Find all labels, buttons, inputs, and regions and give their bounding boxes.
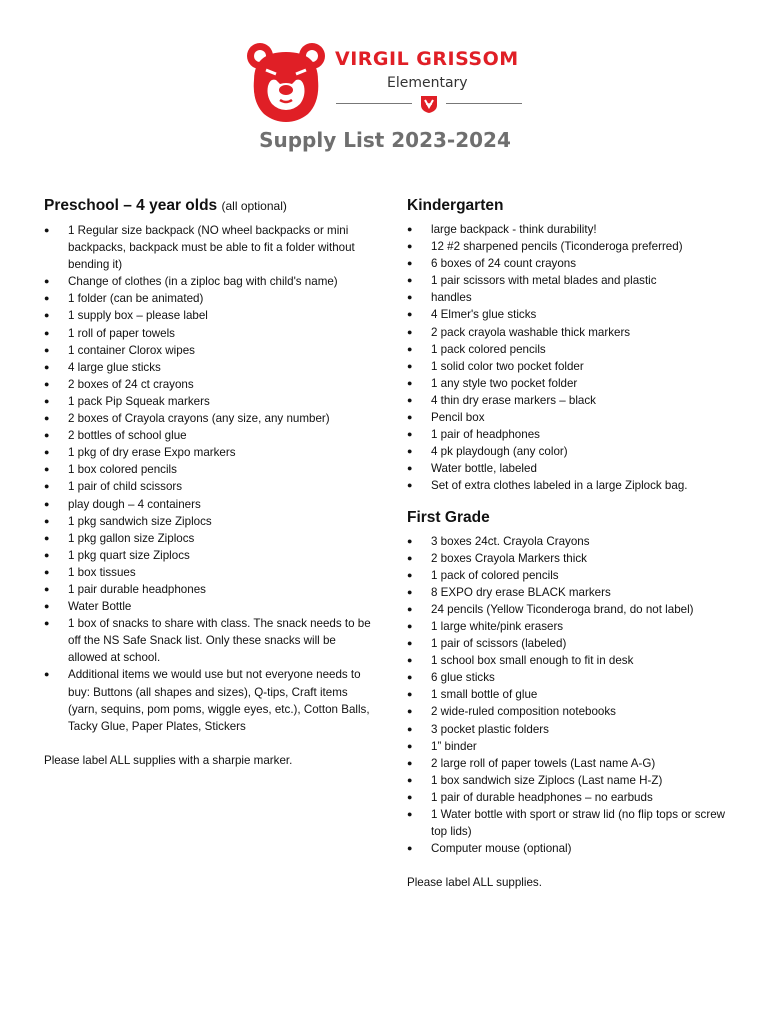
list-item-text: 1 pair durable headphones	[68, 582, 206, 596]
bullet-icon: ●	[44, 276, 50, 287]
list-item-text: 1 pair scissors with metal blades and plastic	[431, 274, 657, 288]
preschool-item	[44, 564, 374, 581]
bullet-icon: ●	[407, 774, 413, 785]
bullet-icon: ●	[44, 430, 50, 441]
list-item-text: 2 large roll of paper towels (Last name A-G)	[431, 756, 656, 770]
first-grade-item	[407, 635, 737, 652]
first-grade-item	[407, 721, 737, 738]
bullet-icon: ●	[44, 532, 50, 543]
list-item-text: 1 box of snacks to share with class. The snack needs to be off the NS Safe Snack list. Only these snacks will be allowed at school.	[68, 617, 371, 665]
bullet-icon: ●	[407, 224, 413, 234]
bullet-icon: ●	[44, 566, 50, 577]
bullet-icon: ●	[407, 706, 413, 717]
list-item-text: Set of extra clothes labeled in a large Ziplock bag.	[431, 479, 688, 493]
preschool-item	[44, 376, 374, 393]
kindergarten-list	[407, 221, 737, 495]
first-grade-item	[407, 584, 737, 601]
page-title: Supply List 2023-2024	[259, 128, 511, 152]
bullet-icon: ●	[44, 447, 50, 458]
list-item-text: 1 solid color two pocket folder	[431, 359, 584, 373]
first-grade-item	[407, 806, 737, 840]
bullet-icon: ●	[44, 669, 50, 680]
bullet-icon: ●	[44, 225, 50, 235]
list-item-text: 1 pack Pip Squeak markers	[68, 394, 210, 408]
first-grade-item	[407, 618, 737, 635]
bullet-icon: ●	[407, 429, 413, 440]
list-item-text: 4 thin dry erase markers – black	[431, 393, 596, 407]
first-grade-item	[407, 652, 737, 669]
bullet-icon: ●	[407, 292, 413, 303]
list-item-text: Pencil box	[431, 411, 485, 425]
right-column	[407, 196, 737, 891]
preschool-item	[44, 359, 374, 376]
list-item-text: 6 boxes of 24 count crayons	[431, 257, 577, 271]
first-grade-item	[407, 840, 737, 857]
first-grade-item	[407, 703, 737, 720]
list-item-text: 1 pkg sandwich size Ziplocs	[68, 514, 212, 528]
first-grade-item	[407, 533, 737, 550]
kindergarten-item	[407, 477, 737, 494]
school-logo	[244, 40, 328, 124]
bullet-icon: ●	[44, 378, 50, 389]
list-item-text: 1 pack colored pencils	[431, 342, 546, 356]
list-item-text: Computer mouse (optional)	[431, 842, 572, 856]
list-item-text: Water Bottle	[68, 600, 132, 614]
list-item-text: 1 school box small enough to fit in desk	[431, 654, 634, 668]
preschool-item	[44, 290, 374, 307]
list-item-text: 1 container Clorox wipes	[68, 343, 195, 357]
first-grade-item	[407, 567, 737, 584]
list-item-text: 1 folder (can be animated)	[68, 292, 204, 306]
bear-mascot-logo	[244, 40, 328, 124]
first-grade-heading: First Grade	[407, 508, 490, 526]
list-item-text: 1 pack of colored pencils	[431, 568, 559, 582]
bullet-icon: ●	[407, 672, 413, 683]
divider-left	[336, 103, 412, 104]
list-item-text: 1 roll of paper towels	[68, 326, 175, 340]
list-item-text: 1 box sandwich size Ziplocs (Last name H-Z)	[431, 773, 663, 787]
bullet-icon: ●	[44, 498, 50, 509]
kindergarten-heading: Kindergarten	[407, 197, 504, 214]
preschool-item	[44, 547, 374, 564]
bullet-icon: ●	[44, 464, 50, 475]
first-grade-item	[407, 601, 737, 618]
kindergarten-item	[407, 460, 737, 477]
preschool-heading-text: Preschool – 4 year olds	[44, 197, 218, 214]
bullet-icon: ●	[407, 655, 413, 666]
kindergarten-item	[407, 358, 737, 375]
list-item-text: large backpack - think durability!	[431, 223, 597, 236]
preschool-item	[44, 222, 374, 273]
bullet-icon: ●	[407, 740, 413, 751]
bullet-icon: ●	[407, 535, 413, 546]
list-item-text: 2 boxes of Crayola crayons (any size, any number)	[68, 412, 330, 426]
bullet-icon: ●	[407, 791, 413, 802]
preschool-item	[44, 666, 374, 734]
preschool-item	[44, 615, 374, 666]
preschool-footer-note: Please label ALL supplies with a sharpie marker.	[44, 753, 293, 767]
bullet-icon: ●	[44, 344, 50, 355]
vg-crest-icon	[419, 94, 439, 114]
bullet-icon: ●	[407, 412, 413, 423]
first-grade-item	[407, 550, 737, 567]
bullet-icon: ●	[407, 757, 413, 768]
bullet-icon: ●	[44, 361, 50, 372]
list-item-text: 1 small bottle of glue	[431, 688, 538, 702]
bullet-icon: ●	[44, 310, 50, 321]
list-item-text: 3 boxes 24ct. Crayola Crayons	[431, 534, 590, 548]
list-item-text: 1 pair of scissors (labeled)	[431, 637, 567, 651]
bullet-icon: ●	[44, 413, 50, 424]
list-item-text: 2 pack crayola washable thick markers	[431, 325, 631, 339]
preschool-item	[44, 273, 374, 290]
list-item-text: play dough – 4 containers	[68, 497, 201, 511]
bullet-icon: ●	[407, 620, 413, 631]
list-item-text: 24 pencils (Yellow Ticonderoga brand, do not label)	[431, 602, 694, 616]
preschool-item	[44, 444, 374, 461]
preschool-heading	[44, 196, 374, 216]
first-grade-item	[407, 669, 737, 686]
kindergarten-item	[407, 443, 737, 460]
kindergarten-item	[407, 375, 737, 392]
list-item-text: 12 #2 sharpened pencils (Ticonderoga preferred)	[431, 240, 683, 254]
list-item-text: 4 Elmer's glue sticks	[431, 308, 537, 322]
kindergarten-item	[407, 255, 737, 272]
list-item-text: 2 bottles of school glue	[68, 429, 187, 443]
first-grade-item	[407, 686, 737, 703]
bullet-icon: ●	[407, 689, 413, 700]
bullet-icon: ●	[407, 723, 413, 734]
preschool-item	[44, 461, 374, 478]
kindergarten-item	[407, 392, 737, 409]
preschool-item	[44, 478, 374, 495]
bullet-icon: ●	[407, 603, 413, 614]
kindergarten-item	[407, 324, 737, 341]
list-item-text: 1 pair of durable headphones – no earbuds	[431, 790, 653, 804]
preschool-item	[44, 496, 374, 513]
preschool-item	[44, 342, 374, 359]
first-grade-item	[407, 738, 737, 755]
bullet-icon: ●	[407, 241, 413, 252]
list-item-text: 4 large glue sticks	[68, 360, 161, 374]
bullet-icon: ●	[407, 343, 413, 354]
preschool-section	[44, 196, 374, 769]
bullet-icon: ●	[407, 569, 413, 580]
kindergarten-item	[407, 272, 737, 289]
bullet-icon: ●	[407, 586, 413, 597]
preschool-item	[44, 581, 374, 598]
bullet-icon: ●	[44, 481, 50, 492]
first-grade-list	[407, 533, 737, 858]
list-item-text: 8 EXPO dry erase BLACK markers	[431, 585, 611, 599]
list-item-text: 2 boxes of 24 ct crayons	[68, 377, 194, 391]
bullet-icon: ●	[44, 618, 50, 629]
kindergarten-item	[407, 289, 737, 306]
bullet-icon: ●	[407, 552, 413, 563]
list-item-text: 2 wide-ruled composition notebooks	[431, 705, 616, 719]
bullet-icon: ●	[407, 480, 413, 491]
school-name: VIRGIL GRISSOM	[335, 48, 519, 70]
preschool-item	[44, 427, 374, 444]
list-item-text: 1 box tissues	[68, 565, 136, 579]
list-item-text: 1 Water bottle with sport or straw lid (no flip tops or screw top lids)	[431, 808, 726, 839]
list-item-text: Additional items we would use but not everyone needs to buy: Buttons (all shapes and sizes), Q-tips, Craft items (yarn, sequins, pom poms, wiggle eyes, etc.), Cotton Balls, Tacky Glue, Paper Plates, Stickers	[68, 668, 370, 733]
bullet-icon: ●	[44, 601, 50, 612]
preschool-item	[44, 598, 374, 615]
school-subtitle: Elementary	[387, 75, 468, 91]
kindergarten-item	[407, 341, 737, 358]
bullet-icon: ●	[44, 327, 50, 338]
list-item-text: 1 pkg gallon size Ziplocs	[68, 531, 195, 545]
divider-right	[446, 103, 522, 104]
first-grade-item	[407, 789, 737, 806]
list-item-text: 1 pair of headphones	[431, 428, 540, 442]
list-item-text: 1 any style two pocket folder	[431, 376, 578, 390]
first-grade-item	[407, 772, 737, 789]
bullet-icon: ●	[44, 515, 50, 526]
bullet-icon: ●	[407, 843, 413, 854]
bullet-icon: ●	[407, 377, 413, 388]
preschool-item	[44, 325, 374, 342]
bullet-icon: ●	[407, 258, 413, 269]
list-item-text: 6 glue sticks	[431, 671, 495, 685]
preschool-list	[44, 222, 374, 735]
list-item-text: 1 pkg quart size Ziplocs	[68, 548, 190, 562]
first-grade-item	[407, 755, 737, 772]
kindergarten-item	[407, 306, 737, 323]
list-item-text: 1 supply box – please label	[68, 309, 208, 323]
preschool-heading-note: (all optional)	[221, 199, 287, 213]
list-item-text: 1” binder	[431, 739, 477, 753]
list-item-text: 3 pocket plastic folders	[431, 722, 549, 736]
list-item-text: 4 pk playdough (any color)	[431, 445, 568, 459]
kindergarten-item	[407, 426, 737, 443]
bullet-icon: ●	[44, 293, 50, 304]
kindergarten-item	[407, 409, 737, 426]
list-item-text: handles	[431, 291, 472, 305]
list-item-text: 2 boxes Crayola Markers thick	[431, 551, 587, 565]
bullet-icon: ●	[44, 583, 50, 594]
bullet-icon: ●	[407, 360, 413, 371]
preschool-item	[44, 307, 374, 324]
list-item-text: 1 pkg of dry erase Expo markers	[68, 446, 236, 460]
preschool-item	[44, 410, 374, 427]
bullet-icon: ●	[44, 395, 50, 406]
bullet-icon: ●	[407, 326, 413, 337]
preschool-item	[44, 393, 374, 410]
list-item-text: Change of clothes (in a ziploc bag with child's name)	[68, 275, 338, 289]
bullet-icon: ●	[407, 394, 413, 405]
kindergarten-item	[407, 238, 737, 255]
bullet-icon: ●	[407, 809, 413, 819]
bullet-icon: ●	[407, 275, 413, 286]
list-item-text: Water bottle, labeled	[431, 462, 537, 476]
list-item-text: 1 pair of child scissors	[68, 480, 183, 494]
bullet-icon: ●	[407, 446, 413, 457]
first-grade-footer-note: Please label ALL supplies.	[407, 876, 542, 890]
bullet-icon: ●	[407, 463, 413, 474]
kindergarten-item	[407, 221, 737, 238]
bullet-icon: ●	[44, 549, 50, 560]
list-item-text: 1 box colored pencils	[68, 463, 177, 477]
list-item-text: 1 Regular size backpack (NO wheel backpacks or mini backpacks, backpack must be able to fit a folder without bending it)	[68, 224, 355, 272]
bullet-icon: ●	[407, 309, 413, 320]
preschool-item	[44, 513, 374, 530]
list-item-text: 1 large white/pink erasers	[431, 619, 564, 633]
bullet-icon: ●	[407, 638, 413, 649]
preschool-item	[44, 530, 374, 547]
